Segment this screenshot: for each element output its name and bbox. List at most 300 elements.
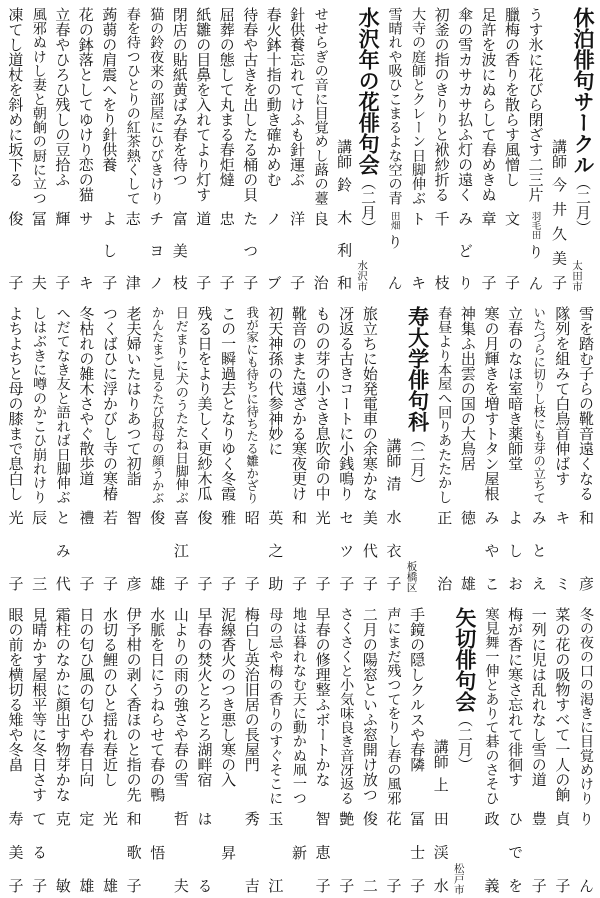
haiku-text: しはぶきに噂のかこひ崩れけり <box>31 306 48 504</box>
author-name: たつ子 <box>241 211 260 290</box>
haiku-author <box>50 211 73 290</box>
teacher-label: 講師 <box>384 438 403 468</box>
haiku-text: 靴音のまた遠ざかる寒夜更け <box>289 306 308 501</box>
haiku-text: 雪を踏む子らの靴音遠くなる <box>577 306 595 501</box>
haiku-text: 老夫婦いたはりあつて初詣 <box>124 306 143 486</box>
haiku-author <box>550 811 574 893</box>
group-month: （二月） <box>455 712 474 772</box>
haiku-text: 足許を波にぬらして春めきぬ <box>479 7 498 202</box>
haiku-text: つくばひに浮かびし寺の寒椿 <box>100 306 119 501</box>
author-name: キミ <box>553 510 572 591</box>
group-month: （二月） <box>359 175 378 235</box>
group-title: 休泊俳句サークル <box>571 7 595 175</box>
haiku-column <box>192 302 216 594</box>
haiku-author <box>503 811 527 893</box>
haiku-column <box>74 302 98 594</box>
haiku-text: 水切る鯉のひと揺れ春近し <box>100 607 119 787</box>
haiku-column <box>192 603 216 896</box>
haiku-text: この一瞬過去となりゆく冬霞 <box>219 306 238 501</box>
haiku-author <box>3 510 27 591</box>
haiku-text: 神集ふ出雲の国の大鳥居 <box>458 306 477 471</box>
haiku-column <box>476 3 499 293</box>
teacher-label: 講師 <box>550 139 568 169</box>
author-name: 貞子 <box>553 811 572 893</box>
author-name: 寿美子 <box>6 811 25 893</box>
haiku-author <box>503 510 527 591</box>
author-name: 克敏 <box>53 811 72 893</box>
haiku-text: 梅白し英治旧居の長屋門 <box>242 607 261 772</box>
haiku-text: 臘梅の香りを散らす風憎し <box>503 7 522 187</box>
haiku-author <box>74 811 98 893</box>
haiku-column <box>120 3 143 293</box>
haiku-text: 早春の焚火とろとろ湖畔宿 <box>195 607 214 787</box>
haiku-column <box>50 603 74 896</box>
haiku-column <box>526 302 550 594</box>
author-name: りん <box>577 811 595 893</box>
haiku-column <box>26 3 49 293</box>
author-name: 和歌子 <box>124 811 143 893</box>
haiku-author <box>145 510 169 591</box>
haiku-author <box>286 510 310 591</box>
haiku-author <box>144 211 167 290</box>
haiku-text: 二月の陽窓といふ窓開け放つ <box>360 607 379 802</box>
haiku-author <box>121 510 145 591</box>
haiku-column <box>523 3 546 293</box>
group-heading-text <box>404 306 431 492</box>
haiku-author <box>382 211 405 290</box>
haiku-text: 泥線香火のつき悪し寒の入 <box>219 607 238 787</box>
author-name: 俊二 <box>360 811 379 893</box>
haiku-column <box>573 603 597 896</box>
group-heading <box>452 603 479 896</box>
haiku-author <box>168 510 192 591</box>
haiku-column <box>50 3 73 293</box>
haiku-column <box>310 603 334 896</box>
haiku-author <box>381 811 405 893</box>
haiku-column <box>310 302 334 594</box>
author-name: てる子 <box>30 811 49 893</box>
haiku-column <box>145 302 169 594</box>
author-name: 喜江子 <box>171 510 190 591</box>
author-name: よし子 <box>100 211 119 290</box>
haiku-column <box>97 603 121 896</box>
haiku-column <box>285 3 308 293</box>
haiku-text: うす氷に花びら閉ざす二三片 <box>526 7 545 202</box>
teacher-label: 講師 <box>431 739 450 769</box>
haiku-column <box>263 603 287 896</box>
column-band-bottom <box>3 603 597 896</box>
haiku-text: 残る日をより美しく更紗木瓜 <box>195 306 214 501</box>
group-title: 矢切俳句会 <box>452 607 477 712</box>
haiku-author <box>145 811 169 893</box>
author-name: みとえ <box>529 510 548 591</box>
haiku-column <box>308 3 331 293</box>
teacher-line <box>381 438 405 591</box>
group-heading-text <box>355 7 382 235</box>
author-name: 哲夫 <box>171 811 190 893</box>
haiku-text: 冬の夜の口の渇きに目覚めけり <box>578 607 594 805</box>
teacher-label: 講師 <box>335 139 354 169</box>
author-name: チヨノ <box>147 211 166 290</box>
group-place: 松戸市 <box>452 862 465 894</box>
author-name: はる <box>195 811 214 893</box>
author-name: 千枝 <box>432 211 451 290</box>
author-name: りん <box>526 243 545 290</box>
group-title: 水沢年の花俳句会 <box>356 7 381 175</box>
haiku-text: 寒の月輝きを増すトタン屋根 <box>482 306 501 501</box>
haiku-text: 雪晴れや吸ひこまるよな空の青 <box>386 7 403 205</box>
teacher-column <box>547 3 570 293</box>
haiku-column <box>26 603 50 896</box>
haiku-text: 傘の雪カサカサ払ふ灯の遠く <box>456 7 475 202</box>
haiku-author <box>97 211 120 290</box>
haiku-text: 手鏡の隠しクルスや春隣 <box>408 607 427 772</box>
haiku-text: 母の忌や梅の香りのすぐそこに <box>267 607 284 805</box>
haiku-author <box>74 510 98 591</box>
haiku-column <box>526 603 550 896</box>
haiku-text: いたづらに切りし枝にも芽の立ちて <box>531 306 546 505</box>
haiku-author <box>191 211 214 290</box>
author-name: 和彦 <box>577 510 595 591</box>
author-name: 光子 <box>6 510 25 591</box>
author-name: 艶子 <box>337 811 356 893</box>
haiku-column <box>215 603 239 896</box>
haiku-author <box>26 811 50 893</box>
group-heading <box>404 302 431 594</box>
author-name: 雅子 <box>219 510 238 591</box>
haiku-author <box>526 510 550 591</box>
haiku-column <box>429 3 452 293</box>
haiku-column <box>168 302 192 594</box>
haiku-text: さくさくと小気味良き音冴返る <box>338 607 355 805</box>
author-name: 英之助 <box>266 510 285 591</box>
group-heading <box>570 3 597 293</box>
haiku-column <box>453 3 476 293</box>
haiku-author <box>479 811 503 893</box>
haiku-author <box>550 510 574 591</box>
haiku-column <box>3 302 27 594</box>
haiku-text: かんたまご見るたび叔母の顔うかぶ <box>150 306 165 505</box>
haiku-text: へだてなき友と語れば日脚伸ぶ <box>54 306 71 504</box>
haiku-column <box>239 603 263 896</box>
haiku-author <box>432 510 456 591</box>
haiku-text: 菜の花の吸物すべて一人の餉 <box>553 607 572 802</box>
author-surname: 羽毛田 <box>529 211 541 240</box>
haiku-text: 春火鉢十指の動き確かめむ <box>264 7 283 187</box>
haiku-author <box>26 211 49 290</box>
haiku-column <box>121 603 145 896</box>
haiku-text: よちよちと母の膝まで息白し <box>6 306 25 501</box>
haiku-text: 蒟蒻の肩震へをり針供養 <box>100 7 119 172</box>
haiku-author <box>334 510 358 591</box>
haiku-column <box>73 3 96 293</box>
haiku-author <box>357 811 381 893</box>
haiku-author <box>215 811 239 893</box>
haiku-column <box>286 603 310 896</box>
author-name: 秀吉 <box>242 811 261 893</box>
haiku-text: 屈葬の態して丸まる春炬燵 <box>217 7 236 187</box>
haiku-column <box>503 603 527 896</box>
teacher-column <box>381 302 405 594</box>
haiku-text: 風邪ぬけし妻と朝餉の厨に立つ <box>30 7 47 205</box>
haiku-column <box>3 603 27 896</box>
haiku-author <box>573 510 597 591</box>
haiku-author <box>50 510 74 591</box>
author-name: セツ子 <box>337 510 356 591</box>
haiku-text: 見晴かす屋根平等に冬日さす <box>30 607 49 802</box>
haiku-author <box>97 510 121 591</box>
haiku-column <box>381 603 405 896</box>
haiku-author <box>286 811 310 893</box>
author-surname: 田畑 <box>388 211 400 230</box>
author-name: 花子 <box>384 811 403 893</box>
group-month: （二月） <box>574 175 592 235</box>
haiku-text: 閉店の貼紙黄ばみ春を待つ <box>170 7 189 187</box>
teacher-column <box>428 603 452 896</box>
haiku-author <box>310 510 334 591</box>
author-name: ノブ <box>264 211 283 290</box>
haiku-author <box>239 510 263 591</box>
author-name: 辰三 <box>30 510 49 591</box>
haiku-column <box>74 603 98 896</box>
author-name: 昇 <box>219 844 238 860</box>
haiku-author <box>26 510 50 591</box>
haiku-column <box>121 302 145 594</box>
haiku-column <box>479 603 503 896</box>
haiku-text: せせらぎの音に目覚めし蕗の薹 <box>312 7 329 205</box>
haiku-text: 寒見舞一伸とありて碁のさそひ <box>483 607 500 805</box>
author-name: 光子 <box>313 510 332 591</box>
haiku-author <box>357 510 381 591</box>
haiku-author <box>500 211 523 290</box>
haiku-column <box>573 302 597 594</box>
author-name: 政義 <box>482 811 501 893</box>
author-name: 富美枝 <box>170 211 189 290</box>
haiku-text: 初釜の指のきりりと袱紗折る <box>432 7 451 202</box>
haiku-column <box>238 3 261 293</box>
haiku-column <box>239 302 263 594</box>
haiku-column <box>3 3 26 293</box>
haiku-text: 花の鉢落としてゆけり恋の猫 <box>76 7 95 202</box>
group-heading-text <box>452 607 479 772</box>
haiku-text: 声にまだ残つてをりし春の風邪 <box>385 607 402 805</box>
author-name: 昭子 <box>242 510 261 591</box>
haiku-text: 一列に児は乱れなし雪の道 <box>529 607 548 787</box>
haiku-author <box>334 811 358 893</box>
haiku-text: 春昼より本屋へ回りあたたかし <box>436 306 453 504</box>
author-name: 俊子 <box>6 211 25 290</box>
haiku-column <box>550 302 574 594</box>
haiku-author <box>263 811 287 893</box>
teacher-line <box>547 139 570 290</box>
haiku-text: 地は暮れなむ天に動かぬ凧一つ <box>290 607 307 805</box>
haiku-author <box>573 811 597 893</box>
group-place: 太田市 <box>571 259 583 291</box>
group-month: （二月） <box>408 432 427 492</box>
haiku-author <box>453 211 476 290</box>
haiku-column <box>214 3 237 293</box>
author-name: 冨士子 <box>408 811 427 893</box>
haiku-text: 早春の修理整ふボートかな <box>313 607 332 787</box>
group-heading <box>355 3 382 293</box>
author-name: 禮子 <box>77 510 96 591</box>
author-name: トキ <box>409 211 428 290</box>
author-name: 俊雄 <box>148 510 167 591</box>
author-name: 輝子 <box>53 211 72 290</box>
author-name: 智恵子 <box>313 811 332 893</box>
author-name: 章子 <box>479 211 498 290</box>
group-place: 板橋区 <box>405 560 418 592</box>
haiku-author <box>97 811 121 893</box>
haiku-author <box>192 811 216 893</box>
author-name: 道子 <box>194 211 213 290</box>
column-band-top <box>3 3 597 293</box>
haiku-column <box>168 603 192 896</box>
haiku-author <box>263 510 287 591</box>
haiku-author <box>404 811 428 893</box>
author-name: みどり <box>456 211 475 290</box>
author-name: 豊子 <box>529 811 548 893</box>
teacher-name: 上田渓水 <box>431 777 450 893</box>
author-name: 和子 <box>289 510 308 591</box>
haiku-text: 立春やひろひ残しの豆拾ふ <box>53 7 72 187</box>
haiku-column <box>145 603 169 896</box>
haiku-author <box>310 811 334 893</box>
haiku-text: 猫の鈴夜来の部屋にひびきけり <box>148 7 165 205</box>
author-name: 冨夫 <box>29 211 48 290</box>
author-name: 正治 <box>435 510 454 591</box>
haiku-author <box>121 811 145 893</box>
teacher-column <box>332 3 355 293</box>
haiku-column <box>503 302 527 594</box>
haiku-author <box>168 811 192 893</box>
haiku-text: ものの芽の小さき息吹命の中 <box>313 306 332 501</box>
haiku-text: 霜柱のなかに顔出す物芽かな <box>53 607 72 802</box>
teacher-name: 清水衣子 <box>384 476 403 591</box>
teacher-line <box>428 739 452 893</box>
column-band-middle <box>3 302 597 594</box>
author-name: 悟 <box>148 844 167 860</box>
author-name: 美代子 <box>360 510 379 591</box>
haiku-text: 凍てし道杖を斜めに坂下る <box>6 7 25 187</box>
haiku-author <box>3 211 26 290</box>
group-heading-text <box>570 7 597 235</box>
haiku-author <box>429 211 452 290</box>
haiku-text: 立春のなほ室暗き薬師堂 <box>506 306 525 471</box>
haiku-text: 伊予柑の剥く香ほのと指の先 <box>124 607 143 802</box>
haiku-text: 冴返る古きコートに小銭鳴り <box>337 306 356 501</box>
haiku-author <box>167 211 190 290</box>
haiku-column <box>263 302 287 594</box>
haiku-text: 我が家にも待ちに待ちたる雛かざり <box>244 306 259 505</box>
haiku-column <box>432 302 456 594</box>
haiku-column <box>97 302 121 594</box>
haiku-text: 旅立ちに始発電車の余寒かな <box>360 306 379 501</box>
author-name: 光雄 <box>100 811 119 893</box>
haiku-text: 春を待つひとりの紅茶熱くして <box>124 7 141 205</box>
haiku-column <box>406 3 429 293</box>
haiku-column <box>479 302 503 594</box>
haiku-text: 日だまりに犬のうたたね日脚伸ぶ <box>172 306 188 504</box>
group-place: 水沢市 <box>356 259 369 291</box>
haiku-column <box>26 302 50 594</box>
haiku-text: 初天神孫の代参神妙に <box>266 306 285 456</box>
haiku-text: 待春や古きを出したる桶の貝 <box>241 7 260 202</box>
haiku-column <box>215 302 239 594</box>
author-name: 文子 <box>503 211 522 290</box>
haiku-text: 冬枯れの雑木さやぐ散歩道 <box>77 306 96 486</box>
haiku-author <box>285 211 308 290</box>
haiku-column <box>455 302 479 594</box>
group-title: 寿大学俳句科 <box>405 306 430 432</box>
author-name: 智彦 <box>124 510 143 591</box>
haiku-text: 日の匂ひ風の匂ひや春日向 <box>77 607 96 787</box>
author-name: サキ <box>76 211 95 290</box>
haiku-column <box>550 603 574 896</box>
haiku-text: 水脈を日にうねらせて春の鴨 <box>148 607 167 802</box>
haiku-author <box>120 211 143 290</box>
author-name: りん <box>385 234 404 290</box>
haiku-text: 針供養忘れてけふも針運ぶ <box>288 7 307 187</box>
haiku-text: 隊列を組みて白鳥首伸ばす <box>553 306 572 486</box>
haiku-author <box>215 510 239 591</box>
author-name: とみ代 <box>53 510 72 591</box>
haiku-column <box>382 3 405 293</box>
author-name: 志津 <box>123 211 142 290</box>
haiku-column <box>500 3 523 293</box>
author-name: 玉江 <box>266 811 285 893</box>
haiku-author <box>192 510 216 591</box>
haiku-text: 梅が香に寒さ忘れて徘徊す <box>506 607 525 787</box>
haiku-column <box>334 603 358 896</box>
haiku-author <box>479 510 503 591</box>
haiku-author <box>50 811 74 893</box>
haiku-column <box>404 603 428 896</box>
haiku-author <box>526 811 550 893</box>
haiku-author <box>214 211 237 290</box>
author-name: 若子 <box>100 510 119 591</box>
haiku-author <box>238 211 261 290</box>
haiku-column <box>357 603 381 896</box>
author-name: 良治 <box>311 211 330 290</box>
haiku-text: 紙雛の目鼻を入れてより灯す <box>194 7 213 202</box>
author-name: よしお <box>506 510 525 591</box>
haiku-author <box>261 211 284 290</box>
haiku-text: 眼の前を横切る雉や冬畠 <box>6 607 25 772</box>
haiku-author <box>455 510 479 591</box>
author-name: みやこ <box>482 510 501 591</box>
haiku-author <box>239 811 263 893</box>
author-name: 忠子 <box>217 211 236 290</box>
author-name: 新 <box>289 844 308 860</box>
haiku-author <box>523 211 546 290</box>
haiku-column <box>286 302 310 594</box>
haiku-column <box>144 3 167 293</box>
haiku-author <box>308 211 331 290</box>
haiku-column <box>167 3 190 293</box>
haiku-column <box>261 3 284 293</box>
haiku-text: 山よりの雨の強さや春の雪 <box>171 607 190 787</box>
haiku-column <box>97 3 120 293</box>
author-name: 洋子 <box>288 211 307 290</box>
haiku-column <box>357 302 381 594</box>
haiku-column <box>334 302 358 594</box>
teacher-name: 今井久美子 <box>550 177 568 290</box>
haiku-text: 大寺の庭師とクレーン日脚伸ぶ <box>410 7 427 205</box>
haiku-author <box>3 811 27 893</box>
haiku-author <box>73 211 96 290</box>
author-name: 定雄 <box>77 811 96 893</box>
